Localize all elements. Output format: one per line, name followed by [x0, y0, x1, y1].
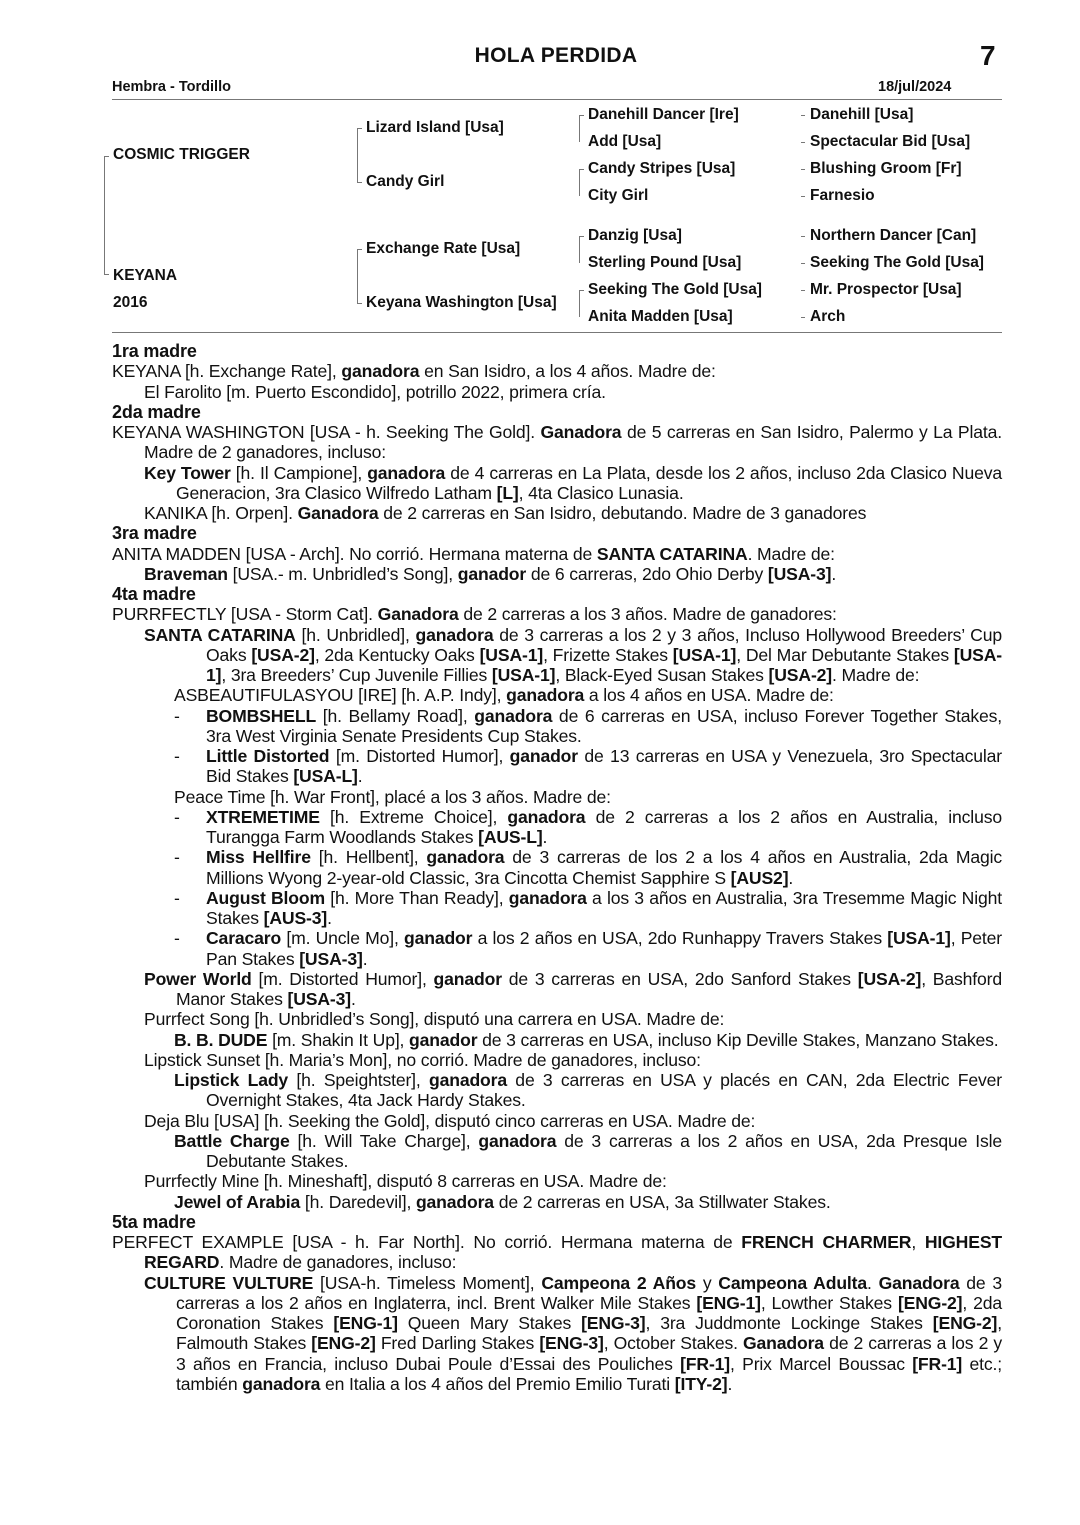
- text: PURRFECTLY [USA - Storm Cat].: [112, 604, 378, 625]
- produce-entry: Purrfect Song [h. Unbridled’s Song], disputó una carrera en USA. Madre de:: [144, 1009, 725, 1030]
- produce-entry: [144, 1273, 1002, 1395]
- text-bold: ganadora: [478, 1130, 557, 1151]
- text: de 3 carreras en USA, incluso Kip Deville Stakes, Manzano Stakes.: [477, 1029, 999, 1050]
- produce-entry: Peace Time [h. War Front], placé a los 3 años. Madre de:: [174, 786, 611, 807]
- gen4-dash: [801, 115, 805, 116]
- gen1-tick-bottom: [104, 274, 109, 275]
- gen4-item: Northern Dancer [Can]: [810, 227, 977, 244]
- section-heading: 3ra madre: [112, 523, 197, 544]
- horse-name: Lipstick Lady: [174, 1070, 289, 1090]
- gen2-bracket-sire: [357, 128, 358, 182]
- text: .: [788, 867, 794, 888]
- gen3-tick: [579, 115, 584, 116]
- text: ANITA MADDEN [USA - Arch]. No corrió. Hermana materna de: [112, 543, 597, 564]
- text: en San Isidro, a los 4 años. Madre de:: [419, 361, 716, 382]
- catalog-date: 18/jul/2024: [878, 79, 952, 95]
- text: de 2 carreras a los 3 años. Madre de ganadores:: [458, 604, 837, 625]
- text: [h. Hellbent],: [310, 847, 427, 868]
- gen3-bracket: [579, 236, 580, 263]
- gen3-item: Seeking The Gold [Usa]: [588, 281, 762, 298]
- grade-tag: [ENG-2]: [311, 1333, 376, 1354]
- text-bold: Ganadora: [540, 422, 622, 442]
- grade-tag: [ITY-2]: [674, 1373, 728, 1394]
- grade-tag: [AUS-L]: [478, 827, 543, 847]
- produce-entry: [144, 463, 1002, 504]
- gen2-bracket-dam: [357, 249, 358, 303]
- text: , Black-Eyed Susan Stakes: [555, 665, 769, 685]
- text: de 4 carreras en La Plata, desde los 2 años, incluso 2da Clasico Nueva Generacion, 3ra Clasico Wilfredo Latham: [176, 462, 1002, 503]
- gen3-item: Candy Stripes [Usa]: [588, 160, 736, 177]
- gen4-dash: [801, 317, 805, 318]
- horse-name: August Bloom: [206, 887, 325, 908]
- produce-entry: [144, 564, 1002, 584]
- text-bold: ganadora: [428, 1070, 507, 1090]
- text: , 3ra Breeders’ Cup Juvenile Fillies: [221, 665, 492, 685]
- text: de 3 carreras en USA y placés en CAN, 2da Electric Fever Overnight Stakes, 4ta Jack Hardy Stakes.: [206, 1070, 1002, 1111]
- section-heading: 5ta madre: [112, 1211, 196, 1232]
- horse-name: Little Distorted: [206, 746, 330, 766]
- text: [h. Will Take Charge],: [289, 1130, 479, 1151]
- section-heading: 1ra madre: [112, 341, 197, 361]
- section-heading: 4ta madre: [112, 584, 196, 604]
- gen4-item: Mr. Prospector [Usa]: [810, 281, 962, 298]
- text: [h. Bellamy Road],: [316, 705, 475, 726]
- text-bold: ganador: [433, 968, 502, 989]
- lot-number: 7: [980, 40, 996, 71]
- text: de 6 carreras en USA, incluso Forever Together Stakes, 3ra West Virginia Senate Presidents Cup Stakes.: [206, 705, 1002, 746]
- sire-name: COSMIC TRIGGER: [113, 146, 250, 163]
- gen2-tick: [357, 128, 362, 129]
- gen3-item: City Girl: [588, 187, 649, 204]
- text: , 2da Coronation Stakes: [176, 1292, 1002, 1333]
- text: [h. Daredevil],: [300, 1191, 416, 1212]
- text: , Prix Marcel Boussac: [730, 1353, 913, 1374]
- gen3-item: Sterling Pound [Usa]: [588, 254, 742, 271]
- text: , Falmouth Stakes: [176, 1313, 1002, 1354]
- text: [m. Distorted Humor],: [251, 968, 434, 989]
- text: de 6 carreras, 2do Ohio Derby: [526, 563, 768, 584]
- text-bold: ganadora: [508, 887, 587, 908]
- text: de 3 carreras a los 2 y 3 años, Incluso Hollywood Breeders’ Cup Oaks: [206, 624, 1002, 665]
- text-bold: ganadora: [506, 685, 585, 706]
- dam-paragraph: [112, 1232, 1002, 1273]
- produce-entry: [174, 685, 1002, 705]
- grade-tag: [USA-1]: [887, 928, 951, 949]
- gen3-bracket: [579, 290, 580, 317]
- text-bold: ganadora: [507, 806, 586, 827]
- gen4-dash: [801, 169, 805, 170]
- text: de 2 carreras en USA, 3a Stillwater Stakes.: [493, 1191, 831, 1212]
- produce-entry: [174, 1131, 1002, 1172]
- grade-tag: [ENG-2]: [932, 1313, 998, 1333]
- horse-name: Battle Charge: [174, 1130, 290, 1151]
- gen2-tick: [357, 249, 362, 250]
- grade-tag: [FR-1]: [680, 1353, 731, 1374]
- text: , Peter Pan Stakes: [206, 928, 1003, 969]
- text-bold: ganador: [509, 746, 578, 766]
- text: .: [831, 563, 837, 584]
- text: KANIKA [h. Orpen].: [144, 503, 298, 523]
- text: .: [542, 827, 548, 847]
- top-rule: [112, 99, 1002, 100]
- gen3-item: Add [Usa]: [588, 133, 662, 150]
- text-bold: Ganadora: [377, 604, 459, 625]
- text: KEYANA [h. Exchange Rate],: [112, 361, 342, 382]
- family-notes: [112, 341, 1002, 1394]
- text: [h. Speightster],: [288, 1070, 429, 1090]
- dam-paragraph: [112, 422, 1002, 463]
- text: [h. Unbridled],: [295, 624, 416, 645]
- text: [m. Shakin It Up],: [267, 1029, 410, 1050]
- gen3-tick: [579, 169, 584, 170]
- gen1-tick-top: [104, 156, 109, 157]
- produce-entry: [206, 847, 1002, 888]
- text: , Lowther Stakes: [760, 1292, 898, 1313]
- gen2-sire-dam: Candy Girl: [366, 173, 445, 190]
- text: ,: [911, 1232, 925, 1252]
- text: , Frizette Stakes: [543, 644, 673, 665]
- pedigree-bottom-rule: [112, 332, 1002, 333]
- gen4-dash: [801, 196, 805, 197]
- gen4-dash: [801, 142, 805, 143]
- text-bold: ganador: [457, 563, 527, 584]
- gen4-item: Seeking The Gold [Usa]: [810, 254, 984, 271]
- produce-entry: [206, 928, 1002, 969]
- text: .: [867, 1272, 879, 1293]
- text-bold: ganador: [409, 1029, 478, 1050]
- section-heading: 2da madre: [112, 401, 201, 422]
- text: de 3 carreras de los 2 a los 4 años en Australia, 2da Magic Millions Wyong 2-year-old Classic, 3ra Cincotta Chemist Sapphire S: [206, 847, 1002, 888]
- text: , Bashford Manor Stakes: [176, 968, 1002, 1009]
- text: , 2da Kentucky Oaks: [314, 644, 480, 665]
- gen4-item: Spectacular Bid [Usa]: [810, 133, 971, 150]
- gen4-dash: [801, 290, 805, 291]
- text: en Italia a los 4 años del Premio Emilio Turati: [320, 1373, 675, 1394]
- produce-entry: [174, 1030, 1002, 1050]
- produce-entry: Deja Blu [USA] [h. Seeking the Gold], disputó cinco carreras en USA. Madre de:: [144, 1110, 756, 1131]
- text: [m. Distorted Humor],: [329, 746, 510, 766]
- text-bold: Ganadora: [878, 1272, 960, 1293]
- produce-entry: [206, 746, 1002, 787]
- grade-tag: [USA-L]: [293, 766, 358, 787]
- text-bold: ganadora: [341, 361, 420, 382]
- dam-paragraph: [112, 604, 1002, 624]
- text: , 3ra Juddmonte Lockinge Stakes: [645, 1313, 933, 1333]
- horse-name: Caracaro: [206, 928, 282, 949]
- text: [m. Uncle Mo],: [281, 928, 404, 949]
- text: y: [696, 1272, 719, 1293]
- grade-tag: [USA-3]: [767, 563, 832, 584]
- grade-tag: [ENG-3]: [581, 1313, 646, 1333]
- grade-tag: [USA-2]: [768, 665, 833, 685]
- gen1-bracket: [104, 156, 105, 274]
- text: [h. More Than Ready],: [324, 887, 509, 908]
- horse-name: Jewel of Arabia: [174, 1191, 301, 1212]
- text: .: [357, 766, 363, 787]
- produce-entry: Purrfectly Mine [h. Mineshaft], disputó 8 carreras en USA. Madre de:: [144, 1171, 667, 1192]
- text-bold: Ganadora: [743, 1333, 824, 1354]
- gen3-tick: [579, 290, 584, 291]
- horse-name: B. B. DUDE: [174, 1029, 268, 1050]
- page-title: HOLA PERDIDA: [474, 44, 638, 67]
- produce-line: El Farolito [m. Puerto Escondido], potrillo 2022, primera cría.: [144, 381, 606, 402]
- text-bold: ganadora: [415, 624, 494, 645]
- grade-tag: [USA-3]: [299, 948, 363, 969]
- text-bold: ganadora: [367, 462, 446, 483]
- grade-tag: [ENG-3]: [539, 1333, 604, 1354]
- text: , October Stakes.: [603, 1333, 744, 1354]
- gen3-item: Anita Madden [Usa]: [588, 308, 733, 325]
- text: , 4ta Clasico Lunasia.: [518, 482, 684, 503]
- dam-paragraph: [112, 361, 1002, 381]
- produce-entry: [206, 888, 1002, 929]
- gen2-tick: [357, 303, 362, 304]
- text-bold: SANTA CATARINA: [596, 543, 748, 564]
- text-bold: Campeona Adulta: [718, 1272, 868, 1293]
- text-bold: FRENCH CHARMER: [741, 1232, 912, 1252]
- dam-name: KEYANA: [113, 267, 178, 284]
- text: Fred Darling Stakes: [375, 1333, 540, 1354]
- gen3-item: Danzig [Usa]: [588, 227, 682, 244]
- grade-tag: [USA-1]: [479, 644, 544, 665]
- text-bold: ganadora: [415, 1191, 494, 1212]
- text-bold: ganadora: [242, 1373, 321, 1394]
- text: de 2 carreras a los 2 años en Australia, incluso Turangga Farm Woodlands Stakes: [206, 806, 1002, 847]
- grade-tag: [L]: [496, 482, 519, 503]
- produce-entry: Lipstick Sunset [h. Maria’s Mon], no corrió. Madre de ganadores, incluso:: [144, 1049, 701, 1070]
- horse-name: BOMBSHELL: [206, 705, 317, 726]
- text-bold: HIGHEST REGARD: [144, 1232, 1002, 1273]
- dam-foal-year: 2016: [113, 294, 148, 311]
- text: [USA-h. Timeless Moment],: [313, 1272, 542, 1293]
- horse-name: Miss Hellfire: [206, 847, 311, 868]
- horse-name: SANTA CATARINA: [144, 624, 296, 645]
- text: de 5 carreras en San Isidro, Palermo y La Plata. Madre de 2 ganadores, incluso:: [144, 422, 1002, 463]
- text: . Madre de:: [832, 665, 920, 685]
- gen4-dash: [801, 236, 805, 237]
- grade-tag: [AUS-3]: [263, 908, 328, 928]
- text: [USA.- m. Unbridled’s Song],: [227, 563, 458, 584]
- text: .: [727, 1373, 733, 1394]
- text: KEYANA WASHINGTON [USA - h. Seeking The Gold].: [112, 422, 541, 442]
- gen4-item: Arch: [810, 308, 846, 325]
- text: de 13 carreras en USA y Venezuela, 3ro Spectacular Bid Stakes: [206, 746, 1002, 787]
- horse-name: XTREMETIME: [206, 806, 320, 827]
- produce-entry: [144, 625, 1002, 686]
- horse-name: Braveman: [144, 563, 228, 584]
- produce-entry: [174, 1192, 1002, 1212]
- grade-tag: [USA-2]: [251, 644, 315, 665]
- gen2-tick: [357, 182, 362, 183]
- text: a los 4 años en USA. Madre de:: [584, 685, 834, 706]
- gen4-item: Danehill [Usa]: [810, 106, 914, 123]
- text: . Madre de:: [747, 543, 835, 564]
- text: a los 2 años en USA, 2do Runhappy Travers Stakes: [472, 928, 888, 949]
- text-bold: ganadora: [426, 847, 505, 868]
- grade-tag: [USA-1]: [672, 644, 737, 665]
- text: de 2 carreras en San Isidro, debutando. Madre de 3 ganadores: [378, 503, 867, 523]
- text: ASBEAUTIFULASYOU [IRE] [h. A.P. Indy],: [174, 685, 507, 706]
- dam-paragraph: [112, 544, 1002, 564]
- text: .: [327, 908, 332, 928]
- text: [h. Il Campione],: [230, 462, 368, 483]
- text: PERFECT EXAMPLE [USA - h. Far North]. No corrió. Hermana materna de: [112, 1232, 742, 1252]
- text: , Del Mar Debutante Stakes: [736, 644, 954, 665]
- grade-tag: [USA-2]: [857, 968, 922, 989]
- text-bold: Campeona 2 Años: [541, 1272, 697, 1293]
- grade-tag: [ENG-2]: [897, 1292, 963, 1313]
- gen4-item: Farnesio: [810, 187, 875, 204]
- text: Queen Mary Stakes: [397, 1313, 582, 1333]
- produce-entry: [174, 1070, 1002, 1111]
- gen2-dam-sire: Exchange Rate [Usa]: [366, 240, 521, 257]
- text-bold: ganadora: [474, 705, 553, 726]
- gen3-tick: [579, 236, 584, 237]
- horse-name: CULTURE VULTURE: [144, 1272, 314, 1293]
- grade-tag: [USA-1]: [491, 665, 556, 685]
- text: de 2 carreras a los 2 y 3 años en Francia, incluso Dubai Poule d’Essai des Pouliches: [176, 1333, 1002, 1374]
- grade-tag: [USA-3]: [287, 989, 351, 1009]
- text: .: [350, 989, 356, 1009]
- gen3-bracket: [579, 169, 580, 196]
- text-bold: Ganadora: [297, 503, 379, 523]
- text: [h. Extreme Choice],: [319, 806, 508, 827]
- text: a los 3 años en Australia, 3ra Tresemme Magic Night Stakes: [206, 887, 1002, 928]
- grade-tag: [ENG-1]: [696, 1292, 761, 1313]
- produce-entry: [206, 706, 1002, 747]
- horse-name: Power World: [144, 968, 252, 989]
- gen3-item: Danehill Dancer [Ire]: [588, 106, 739, 123]
- grade-tag: [AUS2]: [730, 867, 789, 888]
- text: de 3 carreras en USA, 2do Sanford Stakes: [501, 968, 858, 989]
- produce-entry: [144, 503, 1002, 523]
- grade-tag: [USA-1]: [206, 644, 1003, 685]
- produce-entry: [144, 969, 1002, 1010]
- produce-entry: [206, 807, 1002, 848]
- gen2-sire-sire: Lizard Island [Usa]: [366, 119, 504, 136]
- sex-color: Hembra - Tordillo: [112, 79, 231, 95]
- grade-tag: [ENG-1]: [333, 1313, 398, 1333]
- horse-name: Key Tower: [144, 462, 231, 483]
- gen2-dam-dam: Keyana Washington [Usa]: [366, 294, 557, 311]
- text: de 3 carreras a los 2 años en Inglaterra, incl. Brent Walker Mile Stakes: [176, 1272, 1003, 1313]
- gen4-dash: [801, 263, 805, 264]
- text: etc.; también: [176, 1353, 1002, 1394]
- text: . Madre de ganadores, incluso:: [219, 1252, 457, 1273]
- text: de 3 carreras a los 2 años en USA, 2da Presque Isle Debutante Stakes.: [206, 1130, 1002, 1171]
- gen4-item: Blushing Groom [Fr]: [810, 160, 962, 177]
- text: .: [362, 948, 368, 969]
- gen3-bracket: [579, 115, 580, 142]
- text-bold: ganador: [403, 928, 473, 949]
- grade-tag: [FR-1]: [912, 1353, 963, 1374]
